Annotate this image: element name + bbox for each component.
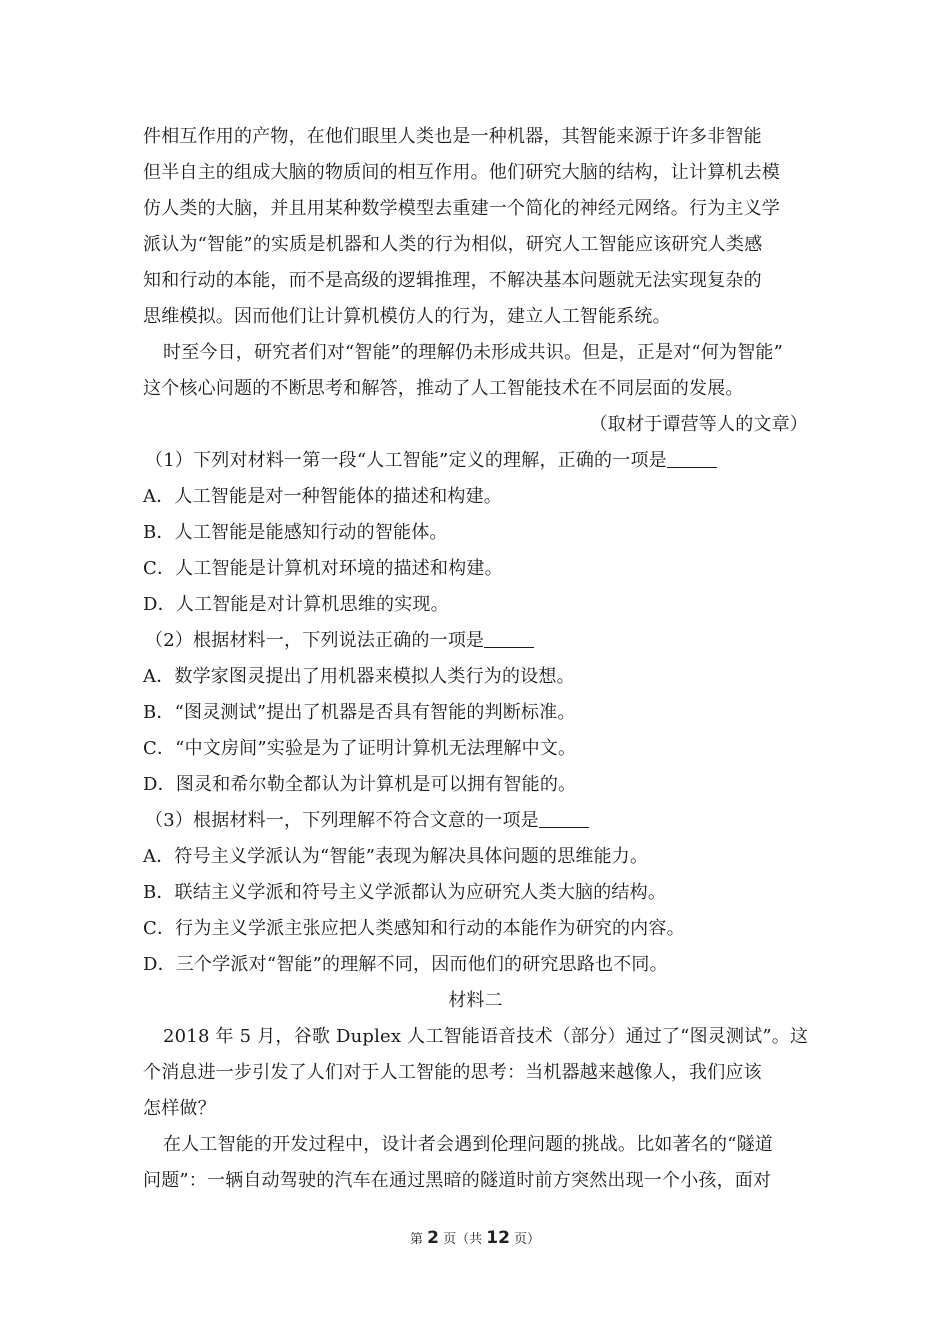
text-line: 问题”：一辆自动驾驶的汽车在通过黑暗的隧道时前方突然出现一个小孩，面对 [143, 1170, 772, 1191]
total-pages-number: 12 [486, 1228, 510, 1248]
text-line: 时至今日，研究者们对“智能”的理解仍未形成共识。但是，正是对“何为智能” [163, 342, 784, 363]
option-b: B．联结主义学派和符号主义学派都认为应研究人类大脑的结构。 [143, 882, 667, 903]
text-line: 知和行动的本能，而不是高级的逻辑推理，不解决基本问题就无法实现复杂的 [143, 270, 762, 291]
footer-middle: 页（共 [443, 1232, 483, 1247]
text-line: 怎样做？ [143, 1098, 216, 1119]
question-stem [143, 803, 808, 839]
current-page-number: 2 [427, 1228, 439, 1248]
option-b: B．人工智能是能感知行动的智能体。 [143, 522, 448, 543]
option-c: C．“中文房间”实验是为了证明计算机无法理解中文。 [143, 738, 577, 759]
paragraph-conclusion [143, 335, 808, 407]
question-stem-text: （1）下列对材料一第一段“人工智能”定义的理解，正确的一项是 [145, 450, 667, 471]
option-d: D．图灵和希尔勒全都认为计算机是可以拥有智能的。 [143, 774, 577, 795]
text-line: 个消息进一步引发了人们对于人工智能的思考：当机器越来越像人，我们应该 [143, 1062, 762, 1083]
option-d: D．三个学派对“智能”的理解不同，因而他们的研究思路也不同。 [143, 954, 668, 975]
paragraph-continuation [143, 119, 808, 335]
material-two-paragraph-2 [143, 1127, 808, 1199]
option-d: D．人工智能是对计算机思维的实现。 [143, 594, 449, 615]
text-line: 在人工智能的开发过程中，设计者会遇到伦理问题的挑战。比如著名的“隧道 [163, 1134, 773, 1155]
answer-blank [484, 629, 534, 648]
footer-prefix: 第 [409, 1232, 423, 1247]
option-a: A．符号主义学派认为“智能”表现为解决具体问题的思维能力。 [143, 846, 649, 867]
footer-suffix: 页） [514, 1232, 541, 1247]
question-stem [143, 623, 808, 659]
material-two-paragraph-1 [143, 1019, 808, 1127]
text-line: 思维模拟。因而他们让计算机模仿人的行为，建立人工智能系统。 [143, 306, 671, 327]
option-c: C．人工智能是计算机对环境的描述和构建。 [143, 558, 503, 579]
question-stem-text: （2）根据材料一，下列说法正确的一项是 [145, 630, 485, 651]
source-note: （取材于谭营等人的文章） [589, 414, 808, 435]
question-3 [143, 803, 808, 983]
question-1 [143, 443, 808, 623]
text-line: 派认为“智能”的实质是机器和人类的行为相似，研究人工智能应该研究人类感 [143, 234, 763, 255]
text-line: 但半自主的组成大脑的物质间的相互作用。他们研究大脑的结构，让计算机去模 [143, 162, 780, 183]
answer-blank [667, 449, 717, 468]
option-b: B．“图灵测试”提出了机器是否具有智能的判断标准。 [143, 702, 576, 723]
page-content [143, 119, 808, 1199]
option-c: C．行为主义学派主张应把人类感知和行动的本能作为研究的内容。 [143, 918, 685, 939]
text-line: 件相互作用的产物，在他们眼里人类也是一种机器，其智能来源于许多非智能 [143, 126, 762, 147]
text-line: 仿人类的大脑，并且用某种数学模型去重建一个简化的神经元网络。行为主义学 [143, 198, 780, 219]
option-a: A．数学家图灵提出了用机器来模拟人类行为的设想。 [143, 666, 575, 687]
answer-blank [539, 809, 589, 828]
question-2 [143, 623, 808, 803]
text-line: 这个核心问题的不断思考和解答，推动了人工智能技术在不同层面的发展。 [143, 378, 744, 399]
page-footer [0, 1228, 950, 1248]
option-a: A．人工智能是对一种智能体的描述和构建。 [143, 486, 502, 507]
section-title: 材料二 [448, 990, 503, 1011]
question-stem-text: （3）根据材料一，下列理解不符合文意的一项是 [145, 810, 539, 831]
question-stem [143, 443, 808, 479]
text-line: 2018 年 5 月，谷歌 Duplex 人工智能语音技术（部分）通过了“图灵测试”。这 [163, 1026, 809, 1047]
